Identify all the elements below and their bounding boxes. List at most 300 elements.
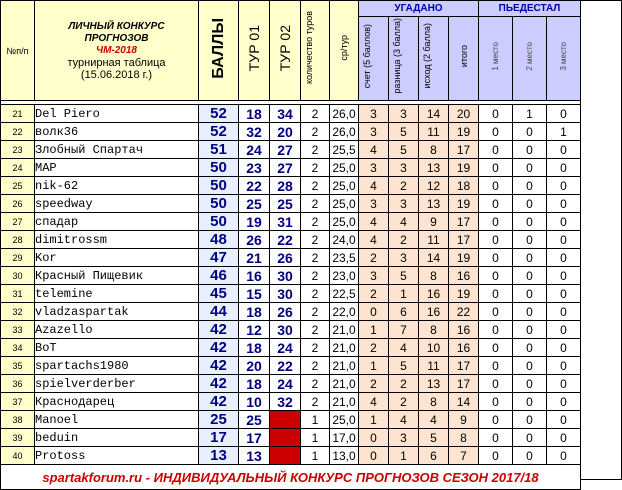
col-header-score: счет (5 баллов) <box>359 17 389 101</box>
outcome-guessed-cell: 8 <box>419 267 449 285</box>
score-guessed-cell: 4 <box>359 213 389 231</box>
difference-guessed-cell: 3 <box>389 429 419 447</box>
place1-cell: 0 <box>479 159 513 177</box>
outcome-guessed-cell: 14 <box>419 105 449 123</box>
difference-guessed-cell: 3 <box>389 105 419 123</box>
outcome-guessed-cell: 12 <box>419 177 449 195</box>
tour1-cell: 15 <box>239 285 270 303</box>
tour1-cell: 17 <box>239 429 270 447</box>
tour2-cell: 30 <box>270 321 301 339</box>
difference-guessed-cell: 5 <box>389 357 419 375</box>
place2-cell: 0 <box>513 285 547 303</box>
points-cell: 47 <box>199 249 239 267</box>
player-name: nik-62 <box>35 177 199 195</box>
row-number: 21 <box>1 105 35 123</box>
score-guessed-cell: 2 <box>359 375 389 393</box>
tours-count-cell: 2 <box>301 321 330 339</box>
score-guessed-cell: 0 <box>359 447 389 465</box>
place1-cell: 0 <box>479 375 513 393</box>
row-number: 22 <box>1 123 35 141</box>
place1-cell: 0 <box>479 447 513 465</box>
score-guessed-cell: 4 <box>359 141 389 159</box>
average-cell: 25,0 <box>330 213 359 231</box>
place1-cell: 0 <box>479 411 513 429</box>
outcome-guessed-cell: 4 <box>419 411 449 429</box>
player-name: BoT <box>35 339 199 357</box>
outcome-guessed-cell: 14 <box>419 249 449 267</box>
tour1-cell: 20 <box>239 357 270 375</box>
tour1-cell: 13 <box>239 447 270 465</box>
average-cell: 22,5 <box>330 285 359 303</box>
score-guessed-cell: 4 <box>359 177 389 195</box>
tour1-cell: 18 <box>239 105 270 123</box>
total-guessed-cell: 19 <box>449 285 479 303</box>
total-guessed-cell: 19 <box>449 159 479 177</box>
points-cell: 13 <box>199 447 239 465</box>
player-name: Красный Пищевик <box>35 267 199 285</box>
average-cell: 23,5 <box>330 249 359 267</box>
score-guessed-cell: 3 <box>359 267 389 285</box>
tour2-cell: 27 <box>270 141 301 159</box>
tours-count-cell: 2 <box>301 105 330 123</box>
table-row <box>1 267 581 285</box>
table-row <box>1 375 581 393</box>
col-header-place2: 2 место <box>513 17 547 101</box>
points-cell: 42 <box>199 375 239 393</box>
place1-cell: 0 <box>479 123 513 141</box>
difference-guessed-cell: 4 <box>389 339 419 357</box>
place2-cell: 0 <box>513 213 547 231</box>
table-row <box>1 141 581 159</box>
table-row <box>1 123 581 141</box>
average-cell: 22,0 <box>330 303 359 321</box>
score-guessed-cell: 3 <box>359 123 389 141</box>
tour1-cell: 16 <box>239 267 270 285</box>
row-number: 33 <box>1 321 35 339</box>
place2-cell: 0 <box>513 357 547 375</box>
outcome-guessed-cell: 9 <box>419 213 449 231</box>
place2-cell: 1 <box>513 105 547 123</box>
place2-cell: 0 <box>513 141 547 159</box>
table-row <box>1 339 581 357</box>
place1-cell: 0 <box>479 177 513 195</box>
points-cell: 45 <box>199 285 239 303</box>
tours-count-cell: 2 <box>301 231 330 249</box>
place2-cell: 0 <box>513 375 547 393</box>
tours-count-cell: 1 <box>301 429 330 447</box>
average-cell: 24,0 <box>330 231 359 249</box>
table-row <box>1 429 581 447</box>
tours-count-cell: 2 <box>301 249 330 267</box>
total-guessed-cell: 17 <box>449 213 479 231</box>
place1-cell: 0 <box>479 213 513 231</box>
average-cell: 25,0 <box>330 159 359 177</box>
row-number: 31 <box>1 285 35 303</box>
table-row <box>1 195 581 213</box>
col-header-tour2: ТУР 02 <box>270 1 301 101</box>
row-number: 25 <box>1 177 35 195</box>
table-row <box>1 447 581 465</box>
row-number: 34 <box>1 339 35 357</box>
place2-cell: 0 <box>513 249 547 267</box>
points-cell: 44 <box>199 303 239 321</box>
tours-count-cell: 2 <box>301 375 330 393</box>
outcome-guessed-cell: 10 <box>419 339 449 357</box>
total-guessed-cell: 17 <box>449 141 479 159</box>
total-guessed-cell: 17 <box>449 357 479 375</box>
table-row <box>1 249 581 267</box>
place1-cell: 0 <box>479 231 513 249</box>
total-guessed-cell: 20 <box>449 105 479 123</box>
total-guessed-cell: 22 <box>449 303 479 321</box>
place2-cell: 0 <box>513 231 547 249</box>
tours-count-cell: 2 <box>301 159 330 177</box>
score-guessed-cell: 2 <box>359 249 389 267</box>
difference-guessed-cell: 2 <box>389 375 419 393</box>
player-name: Azazello <box>35 321 199 339</box>
tour2-cell: 25 <box>270 195 301 213</box>
title-line-4: турнирная таблица <box>67 56 166 69</box>
total-guessed-cell: 19 <box>449 123 479 141</box>
total-guessed-cell: 16 <box>449 321 479 339</box>
tours-count-cell: 2 <box>301 357 330 375</box>
average-cell: 13,0 <box>330 447 359 465</box>
row-number: 27 <box>1 213 35 231</box>
place3-cell: 0 <box>547 393 581 411</box>
place2-cell: 0 <box>513 195 547 213</box>
difference-guessed-cell: 2 <box>389 231 419 249</box>
row-number: 39 <box>1 429 35 447</box>
tour1-cell: 24 <box>239 141 270 159</box>
table-row <box>1 393 581 411</box>
footer-banner: spartakforum.ru - ИНДИВИДУАЛЬНЫЙ КОНКУРС ПРОГНОЗОВ СЕЗОН 2017/18 <box>1 465 581 490</box>
total-guessed-cell: 19 <box>449 195 479 213</box>
player-name: Злобный Спартач <box>35 141 199 159</box>
outcome-guessed-cell: 8 <box>419 141 449 159</box>
outcome-guessed-cell: 8 <box>419 393 449 411</box>
points-cell: 48 <box>199 231 239 249</box>
difference-guessed-cell: 4 <box>389 411 419 429</box>
tour1-cell: 18 <box>239 339 270 357</box>
tour1-cell: 18 <box>239 375 270 393</box>
row-number: 35 <box>1 357 35 375</box>
tours-count-cell: 2 <box>301 123 330 141</box>
tour1-cell: 25 <box>239 195 270 213</box>
average-cell: 21,0 <box>330 357 359 375</box>
tour1-cell: 19 <box>239 213 270 231</box>
place2-cell: 0 <box>513 177 547 195</box>
place3-cell: 0 <box>547 105 581 123</box>
tour2-cell: 22 <box>270 357 301 375</box>
outcome-guessed-cell: 11 <box>419 123 449 141</box>
average-cell: 21,0 <box>330 375 359 393</box>
place3-cell: 0 <box>547 339 581 357</box>
score-guessed-cell: 3 <box>359 195 389 213</box>
outcome-guessed-cell: 8 <box>419 321 449 339</box>
row-number: 32 <box>1 303 35 321</box>
points-cell: 52 <box>199 123 239 141</box>
player-name: Kor <box>35 249 199 267</box>
place1-cell: 0 <box>479 141 513 159</box>
place3-cell: 0 <box>547 303 581 321</box>
total-guessed-cell: 9 <box>449 411 479 429</box>
place1-cell: 0 <box>479 267 513 285</box>
points-cell: 50 <box>199 159 239 177</box>
place3-cell: 0 <box>547 177 581 195</box>
col-header-average: ср/тур <box>330 1 359 101</box>
col-header-points: БАЛЛЫ <box>199 1 239 101</box>
place1-cell: 0 <box>479 429 513 447</box>
tour1-cell: 21 <box>239 249 270 267</box>
difference-guessed-cell: 1 <box>389 285 419 303</box>
table-row <box>1 285 581 303</box>
row-number: 37 <box>1 393 35 411</box>
points-cell: 42 <box>199 393 239 411</box>
tour2-cell: 28 <box>270 177 301 195</box>
row-number: 38 <box>1 411 35 429</box>
place1-cell: 0 <box>479 339 513 357</box>
average-cell: 25,5 <box>330 141 359 159</box>
tour2-cell: 34 <box>270 105 301 123</box>
place1-cell: 0 <box>479 249 513 267</box>
place1-cell: 0 <box>479 303 513 321</box>
player-name: спадар <box>35 213 199 231</box>
tour1-cell: 32 <box>239 123 270 141</box>
average-cell: 25,0 <box>330 177 359 195</box>
player-name: telemine <box>35 285 199 303</box>
player-name: beduin <box>35 429 199 447</box>
difference-guessed-cell: 5 <box>389 267 419 285</box>
difference-guessed-cell: 2 <box>389 393 419 411</box>
tours-count-cell: 1 <box>301 447 330 465</box>
outcome-guessed-cell: 13 <box>419 195 449 213</box>
points-cell: 17 <box>199 429 239 447</box>
outcome-guessed-cell: 13 <box>419 375 449 393</box>
total-guessed-cell: 16 <box>449 267 479 285</box>
place3-cell: 0 <box>547 321 581 339</box>
points-cell: 42 <box>199 321 239 339</box>
title-line-1: ЛИЧНЫЙ КОНКУРС <box>68 20 165 32</box>
average-cell: 21,0 <box>330 393 359 411</box>
place2-cell: 0 <box>513 303 547 321</box>
place2-cell: 0 <box>513 411 547 429</box>
place3-cell: 0 <box>547 411 581 429</box>
table-row <box>1 177 581 195</box>
difference-guessed-cell: 6 <box>389 303 419 321</box>
row-number: 23 <box>1 141 35 159</box>
tours-count-cell: 2 <box>301 267 330 285</box>
place3-cell: 0 <box>547 249 581 267</box>
score-guessed-cell: 3 <box>359 159 389 177</box>
player-name: Manoel <box>35 411 199 429</box>
average-cell: 25,0 <box>330 411 359 429</box>
row-number: 26 <box>1 195 35 213</box>
total-guessed-cell: 16 <box>449 339 479 357</box>
score-guessed-cell: 1 <box>359 411 389 429</box>
title-line-5: (15.06.2018 г.) <box>80 68 153 81</box>
tour1-cell: 22 <box>239 177 270 195</box>
table-row <box>1 303 581 321</box>
place2-cell: 0 <box>513 159 547 177</box>
place2-cell: 0 <box>513 393 547 411</box>
place3-cell: 0 <box>547 159 581 177</box>
tour1-cell: 18 <box>239 303 270 321</box>
average-cell: 21,0 <box>330 339 359 357</box>
tour1-cell: 26 <box>239 231 270 249</box>
tour1-cell: 25 <box>239 411 270 429</box>
points-cell: 52 <box>199 105 239 123</box>
total-guessed-cell: 17 <box>449 231 479 249</box>
score-guessed-cell: 3 <box>359 105 389 123</box>
average-cell: 17,0 <box>330 429 359 447</box>
row-number: 29 <box>1 249 35 267</box>
group-header-guessed: УГАДАНО <box>359 1 479 17</box>
player-name: волк36 <box>35 123 199 141</box>
place3-cell: 0 <box>547 141 581 159</box>
tour2-cell: 31 <box>270 213 301 231</box>
difference-guessed-cell: 3 <box>389 249 419 267</box>
tour2-cell: 20 <box>270 123 301 141</box>
col-header-tours-count: количество туров <box>301 1 330 101</box>
place3-cell: 0 <box>547 231 581 249</box>
table-row <box>1 357 581 375</box>
points-cell: 51 <box>199 141 239 159</box>
player-name: dimitrossm <box>35 231 199 249</box>
points-cell: 42 <box>199 339 239 357</box>
player-name: spielverderber <box>35 375 199 393</box>
points-cell: 50 <box>199 177 239 195</box>
place3-cell: 0 <box>547 285 581 303</box>
tours-count-cell: 2 <box>301 213 330 231</box>
tours-count-cell: 2 <box>301 303 330 321</box>
place1-cell: 0 <box>479 393 513 411</box>
col-header-tour1: ТУР 01 <box>239 1 270 101</box>
total-guessed-cell: 8 <box>449 429 479 447</box>
place1-cell: 0 <box>479 321 513 339</box>
outcome-guessed-cell: 11 <box>419 357 449 375</box>
place3-cell: 0 <box>547 267 581 285</box>
row-number: 24 <box>1 159 35 177</box>
tour2-cell: 27 <box>270 159 301 177</box>
outcome-guessed-cell: 6 <box>419 447 449 465</box>
score-guessed-cell: 4 <box>359 231 389 249</box>
row-number: 40 <box>1 447 35 465</box>
col-header-total: итого <box>449 17 479 101</box>
outcome-guessed-cell: 13 <box>419 159 449 177</box>
place2-cell: 0 <box>513 429 547 447</box>
tour2-cell: 30 <box>270 285 301 303</box>
place2-cell: 0 <box>513 123 547 141</box>
score-guessed-cell: 1 <box>359 357 389 375</box>
player-name: speedway <box>35 195 199 213</box>
points-cell: 50 <box>199 195 239 213</box>
average-cell: 21,0 <box>330 321 359 339</box>
tour2-cell: 32 <box>270 393 301 411</box>
player-name: Краснодарец <box>35 393 199 411</box>
points-cell: 25 <box>199 411 239 429</box>
average-cell: 23,0 <box>330 267 359 285</box>
table-row <box>1 105 581 123</box>
tour2-cell <box>270 447 301 465</box>
difference-guessed-cell: 3 <box>389 159 419 177</box>
player-name: vladzaspartak <box>35 303 199 321</box>
total-guessed-cell: 19 <box>449 249 479 267</box>
title-line-2: ПРОГНОЗОВ <box>84 32 149 44</box>
place3-cell: 0 <box>547 357 581 375</box>
table-row <box>1 213 581 231</box>
tour1-cell: 12 <box>239 321 270 339</box>
outcome-guessed-cell: 5 <box>419 429 449 447</box>
points-cell: 50 <box>199 213 239 231</box>
place2-cell: 0 <box>513 267 547 285</box>
col-header-place1: 1 место <box>479 17 513 101</box>
score-guessed-cell: 1 <box>359 321 389 339</box>
total-guessed-cell: 7 <box>449 447 479 465</box>
place3-cell: 0 <box>547 447 581 465</box>
score-guessed-cell: 2 <box>359 339 389 357</box>
average-cell: 26,0 <box>330 123 359 141</box>
player-name: spartachs1980 <box>35 357 199 375</box>
tour2-cell: 26 <box>270 303 301 321</box>
col-header-num: №п/п <box>1 1 35 101</box>
place3-cell: 0 <box>547 213 581 231</box>
average-cell: 26,0 <box>330 105 359 123</box>
place3-cell: 1 <box>547 123 581 141</box>
score-guessed-cell: 4 <box>359 393 389 411</box>
points-cell: 46 <box>199 267 239 285</box>
place1-cell: 0 <box>479 195 513 213</box>
place3-cell: 0 <box>547 195 581 213</box>
difference-guessed-cell: 7 <box>389 321 419 339</box>
difference-guessed-cell: 5 <box>389 141 419 159</box>
average-cell: 25,0 <box>330 195 359 213</box>
total-guessed-cell: 17 <box>449 375 479 393</box>
difference-guessed-cell: 5 <box>389 123 419 141</box>
tour2-cell: 26 <box>270 249 301 267</box>
player-name: Protoss <box>35 447 199 465</box>
player-name: МАР <box>35 159 199 177</box>
outcome-guessed-cell: 16 <box>419 303 449 321</box>
col-header-difference: разница (3 балла) <box>389 17 419 101</box>
place3-cell: 0 <box>547 429 581 447</box>
place2-cell: 0 <box>513 447 547 465</box>
points-cell: 42 <box>199 357 239 375</box>
tours-count-cell: 2 <box>301 177 330 195</box>
place2-cell: 0 <box>513 339 547 357</box>
table-row <box>1 411 581 429</box>
tour2-cell: 22 <box>270 231 301 249</box>
score-guessed-cell: 0 <box>359 303 389 321</box>
tours-count-cell: 2 <box>301 195 330 213</box>
row-number: 30 <box>1 267 35 285</box>
place1-cell: 0 <box>479 105 513 123</box>
col-header-place3: 3 место <box>547 17 581 101</box>
table-row <box>1 159 581 177</box>
difference-guessed-cell: 4 <box>389 213 419 231</box>
tours-count-cell: 2 <box>301 285 330 303</box>
tours-count-cell: 2 <box>301 141 330 159</box>
score-guessed-cell: 2 <box>359 285 389 303</box>
total-guessed-cell: 14 <box>449 393 479 411</box>
tours-count-cell: 1 <box>301 411 330 429</box>
difference-guessed-cell: 1 <box>389 447 419 465</box>
tour1-cell: 10 <box>239 393 270 411</box>
place1-cell: 0 <box>479 357 513 375</box>
tour2-cell <box>270 429 301 447</box>
row-number: 28 <box>1 231 35 249</box>
table-row <box>1 321 581 339</box>
place1-cell: 0 <box>479 285 513 303</box>
